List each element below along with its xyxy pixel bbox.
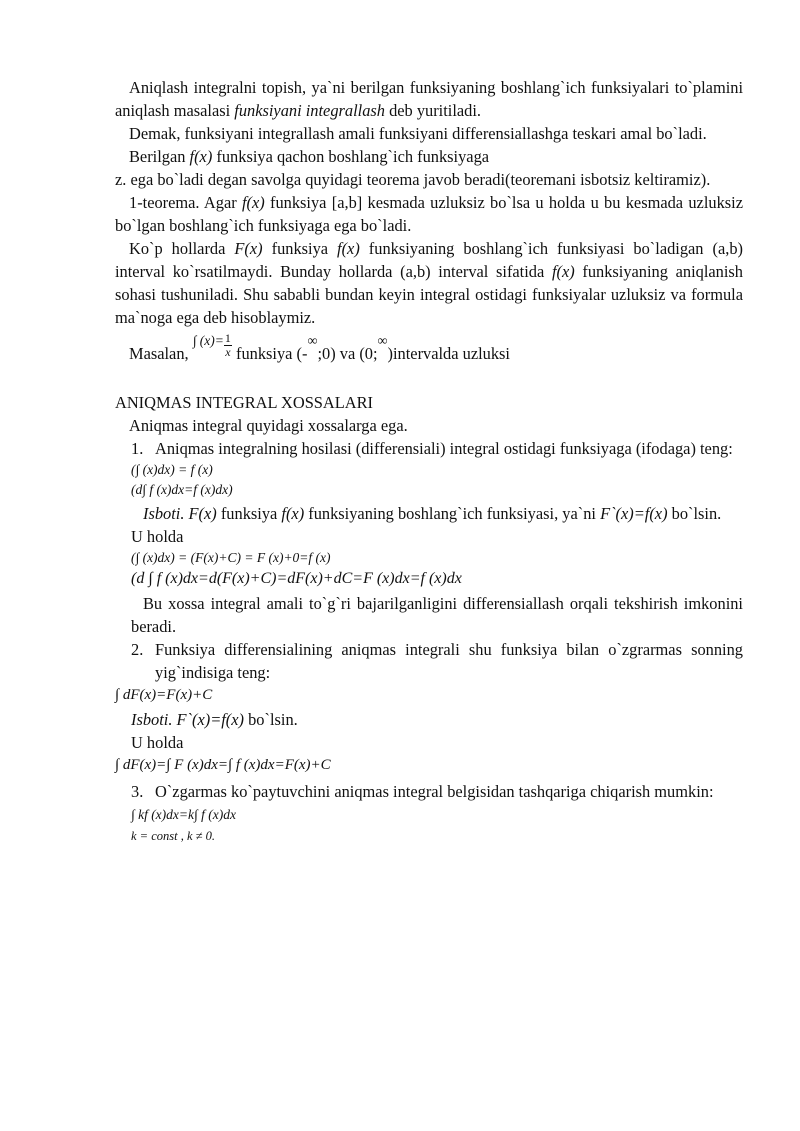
fraction-denominator: x <box>225 344 231 359</box>
text: Ko`p hollarda <box>129 239 235 258</box>
u-holda-2: U holda <box>131 733 184 752</box>
list-item-1 <box>115 437 743 460</box>
formula-1: (∫ (x)dx) = f (x) <box>131 462 213 477</box>
paragraph-definition <box>115 76 743 122</box>
formula-4: (d ∫ f (x)dx=d(F(x)+C)=dF(x)+dC=F (x)dx=f (x)dx <box>131 570 462 587</box>
document-page <box>115 76 743 847</box>
proof-label: Isboti. <box>131 710 173 729</box>
emphasis: f(x) <box>189 147 213 166</box>
emphasis: f(x) <box>281 504 305 523</box>
emphasis: F`(x)=f(x) <box>172 710 245 729</box>
formula-6: ∫ dF(x)=∫ F (x)dx=∫ f (x)dx=F(x)+C <box>115 757 331 773</box>
text: Berilgan <box>129 147 190 166</box>
emphasis: F(x) <box>234 239 263 258</box>
text: funksiya (- <box>231 344 308 363</box>
proof-1 <box>115 502 743 525</box>
list-text: O`zgarmas ko`paytuvchini aniqmas integral belgisidan tashqariga chiqarish mumkin: <box>155 782 714 801</box>
text: ;0) va (0; <box>317 344 378 363</box>
emphasis: f(x) <box>551 262 575 281</box>
paragraph-theorem-intro: z. ega bo`ladi degan savolga quyidagi teorema javob beradi(teoremani isbotsiz keltiramiz). <box>115 170 711 189</box>
emphasis: funksiyani integrallash <box>234 101 385 120</box>
paragraph-question <box>115 145 743 168</box>
formula-3: (∫ (x)dx) = (F(x)+C) = F (x)+0=f (x) <box>131 550 331 565</box>
emphasis: F(x) <box>184 504 217 523</box>
example-fraction <box>224 332 232 359</box>
list-text: Aniqmas integralning hosilasi (differensiali) integral ostidagi funksiyaga (ifodaga) teng: <box>155 439 733 458</box>
list-number: 2. <box>131 640 144 659</box>
text: bo`lsin. <box>244 710 298 729</box>
text: funksiya qachon boshlang`ich funksiyaga <box>212 147 490 166</box>
formula-8: k = const , k ≠ 0. <box>131 829 216 843</box>
formula-5: ∫ dF(x)=F(x)+C <box>115 687 213 703</box>
text: deb yuritiladi. <box>384 101 482 120</box>
list-item-3 <box>115 780 743 803</box>
example-formula: ∫ (x)= <box>192 333 224 348</box>
list-number: 1. <box>131 439 144 458</box>
list-item-2 <box>115 638 743 684</box>
emphasis: f(x) <box>337 239 360 258</box>
properties-intro: Aniqmas integral quyidagi xossalarga ega. <box>129 416 408 435</box>
example-label: Masalan, <box>129 344 189 363</box>
text: bo`lsin. <box>667 504 722 523</box>
section-heading: ANIQMAS INTEGRAL XOSSALARI <box>115 393 374 412</box>
text: )intervalda uzluksi <box>387 344 510 363</box>
paragraph-example <box>115 330 743 369</box>
text: funksiyaning boshlang`ich funksiyasi bo`ladigan (a,b) interval ko`rsatilmaydi. Bunday hollarda (a,b) interval sifatida <box>115 239 743 281</box>
fraction-numerator: 1 <box>224 330 231 345</box>
paragraph-theorem-1 <box>115 191 743 237</box>
emphasis: F`(x)=f(x) <box>600 504 668 523</box>
u-holda-1: U holda <box>131 527 184 546</box>
list-text: Funksiya differensialining aniqmas integrali shu funksiya bilan o`zgrarmas sonning yig`indisiga teng: <box>155 640 743 682</box>
infinity-symbol: ∞ <box>307 334 318 349</box>
list-number: 3. <box>131 782 144 801</box>
paragraph-check: Bu xossa integral amali to`g`ri bajarilganligini differensiallash orqali tekshirish imkonini beradi. <box>131 594 743 636</box>
formula-2: (d∫ f (x)dx=f (x)dx) <box>131 482 233 497</box>
formula-7: ∫ kf (x)dx=k∫ f (x)dx <box>131 807 236 822</box>
text: Aniqlash integralni topish, ya`ni berilgan funksiyaning boshlang`ich funksiyalari to`plamini aniqlash masalasi <box>115 78 743 120</box>
paragraph-inverse: Demak, funksiyani integrallash amali funksiyani differensiallashga teskari amal bo`ladi. <box>129 124 707 143</box>
emphasis: f(x) <box>241 193 265 212</box>
text: funksiyaning aniqlanish sohasi tushuniladi. Shu sababli bundan keyin integral ostidagi funksiyalar uzluksiz va formula ma`noga ega deb hisoblaymiz. <box>115 262 743 327</box>
text: funksiya <box>262 239 338 258</box>
text: funksiya [a,b] kesmada uzluksiz bo`lsa u holda u bu kesmada uzluksiz bo`lgan boshlang`ich funksiyaga ega bo`ladi. <box>115 193 743 235</box>
infinity-symbol: ∞ <box>377 334 388 349</box>
proof-2 <box>115 708 743 731</box>
proof-label: Isboti. <box>143 504 185 523</box>
text: funksiyaning boshlang`ich funksiyasi, ya`ni <box>304 504 601 523</box>
text: 1-teorema. Agar <box>129 193 242 212</box>
text: funksiya <box>216 504 282 523</box>
paragraph-interval <box>115 237 743 329</box>
